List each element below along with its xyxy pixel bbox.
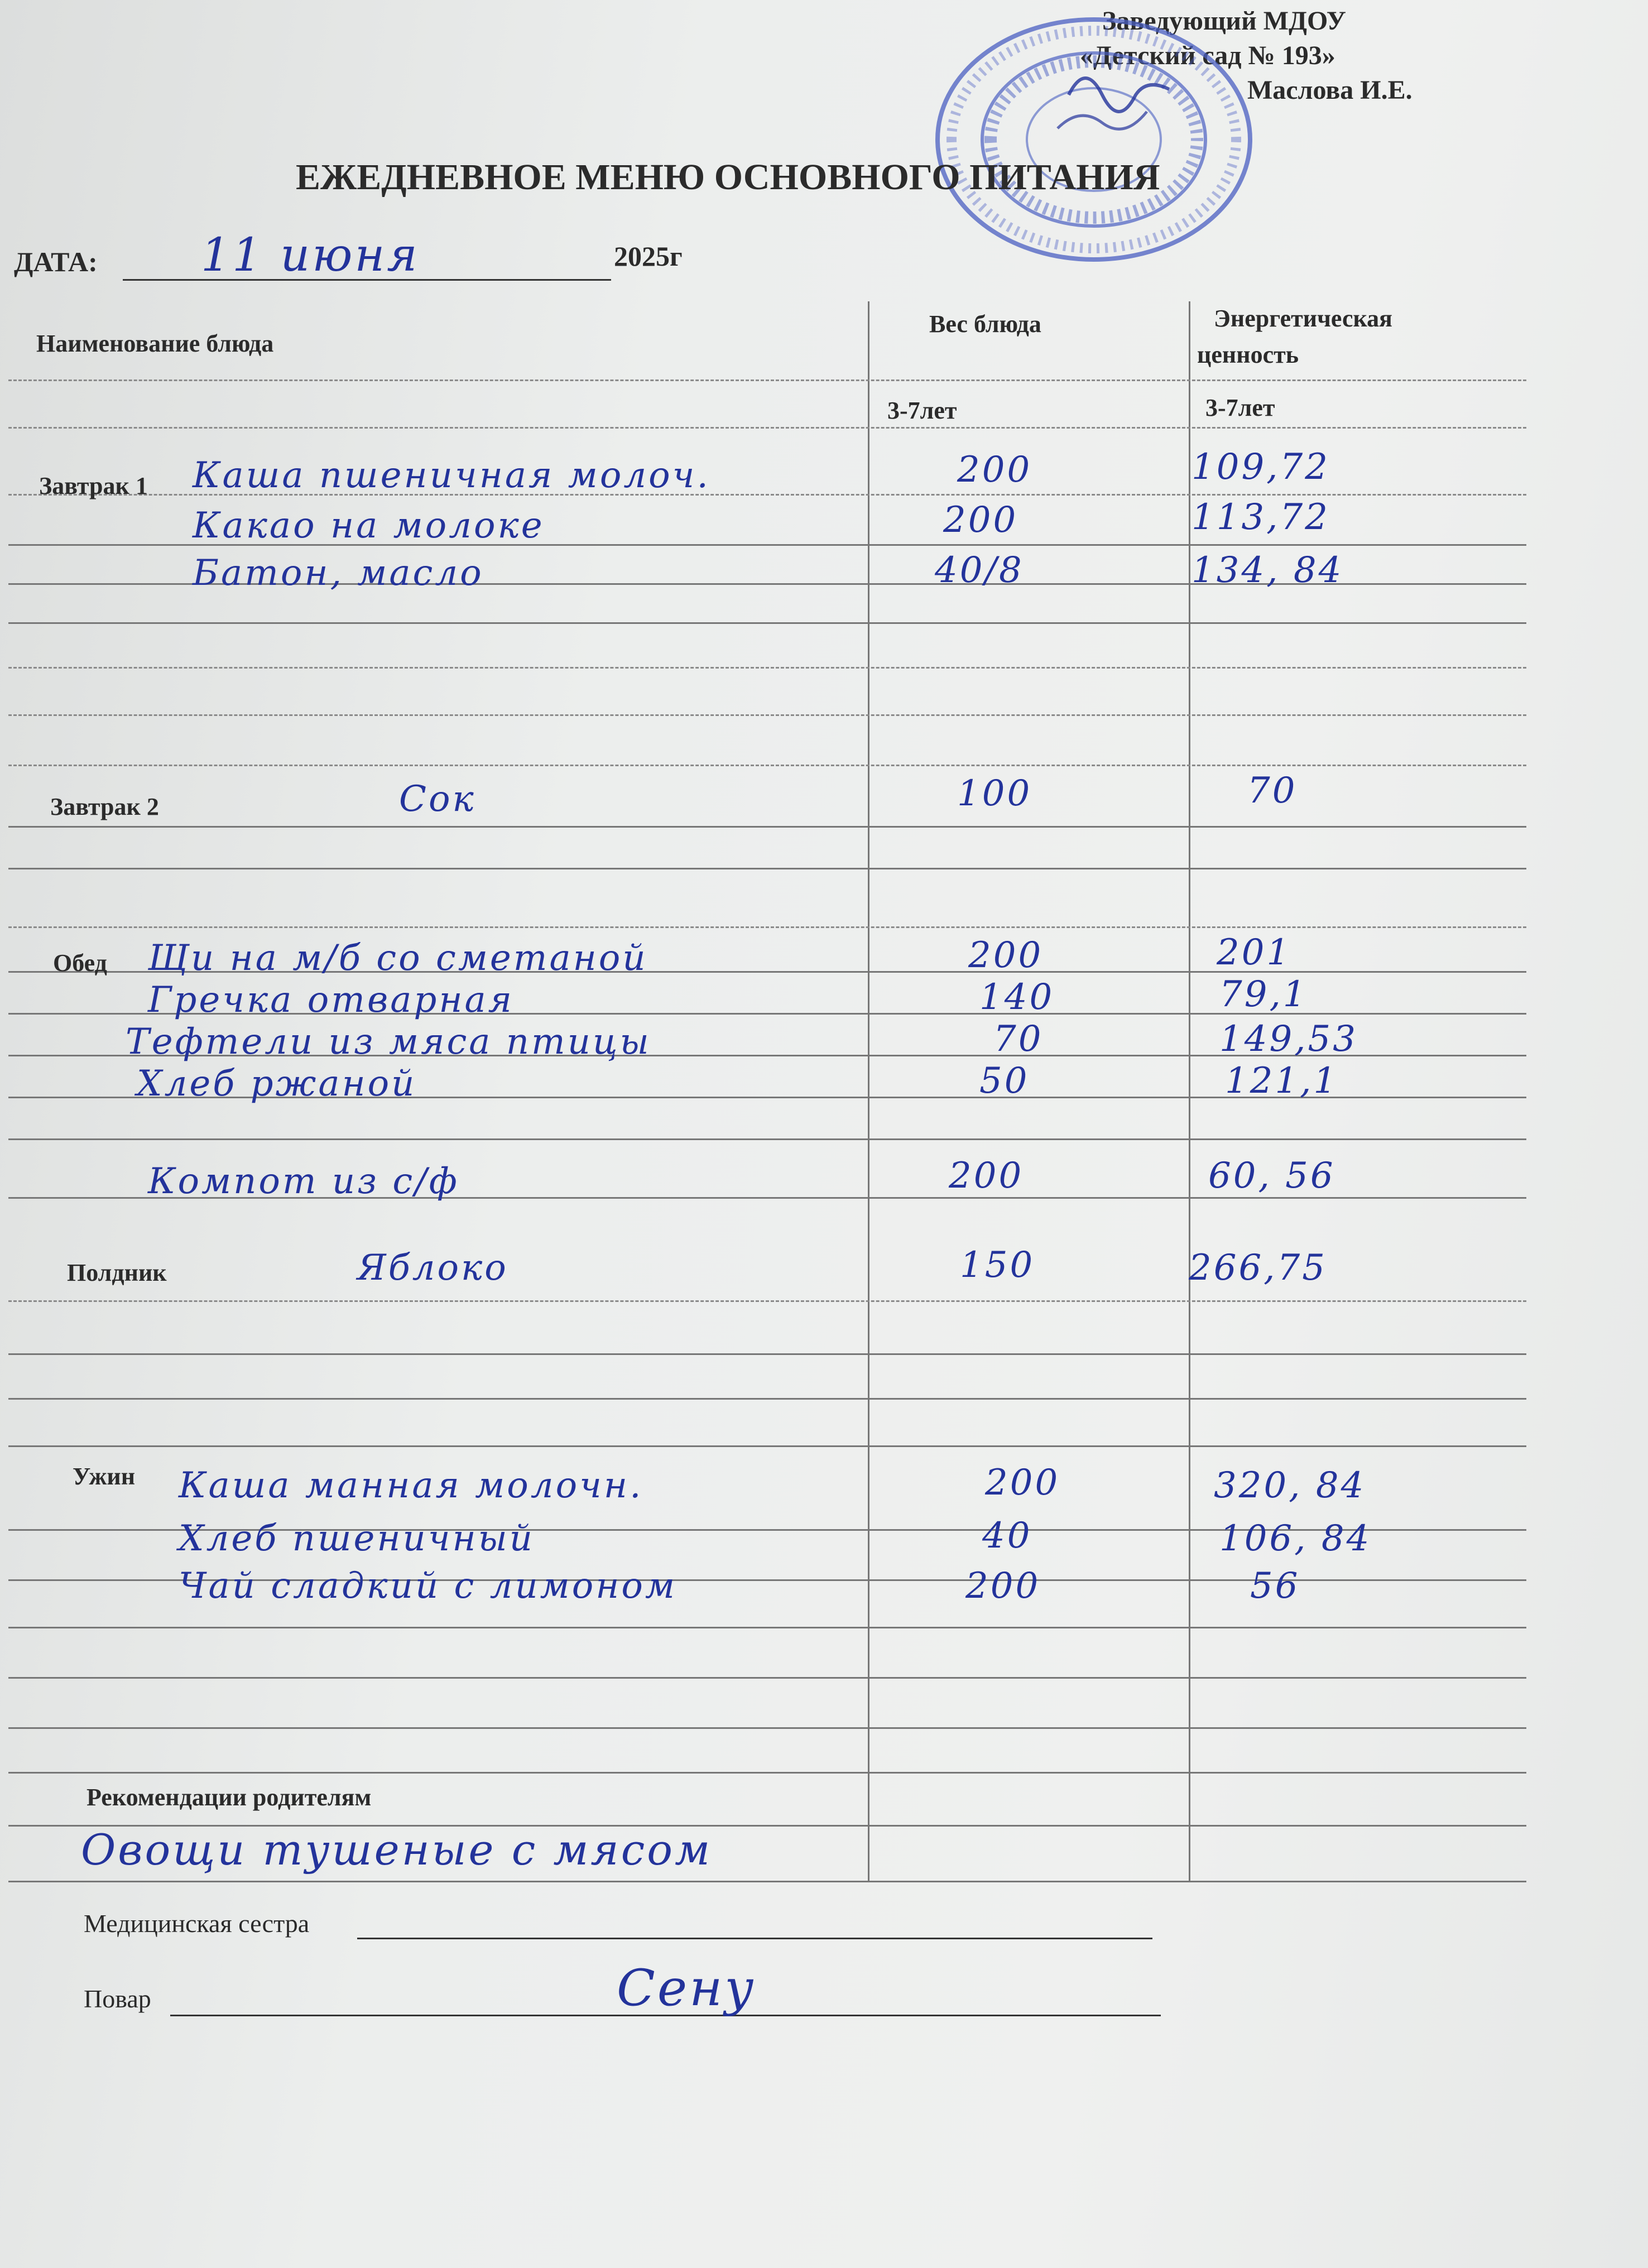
row-divider bbox=[8, 1300, 1526, 1302]
row-divider bbox=[8, 714, 1526, 716]
dish-weight: 200 bbox=[949, 1155, 1024, 1197]
row-divider bbox=[8, 926, 1526, 928]
row-divider bbox=[8, 868, 1526, 869]
dish-weight: 200 bbox=[957, 449, 1032, 491]
dish-weight: 200 bbox=[943, 499, 1018, 541]
dish-weight: 40/8 bbox=[935, 550, 1024, 591]
column-header-energy-line2: ценность bbox=[1197, 341, 1299, 368]
approval-organization: «Детский сад № 193» bbox=[1080, 41, 1335, 70]
dish-name: Какао на молоке bbox=[193, 505, 545, 546]
dish-name: Яблоко bbox=[357, 1247, 508, 1289]
dish-name: Хлеб ржаной bbox=[137, 1063, 417, 1104]
dish-name: Тефтели из мяса птицы bbox=[126, 1021, 651, 1063]
column-divider bbox=[1189, 301, 1190, 1881]
dish-energy: 201 bbox=[1217, 932, 1292, 973]
dish-name: Щи на м/б со сметаной bbox=[148, 938, 648, 979]
dish-energy: 113,72 bbox=[1191, 497, 1330, 538]
column-header-weight: Вес блюда bbox=[929, 310, 1041, 338]
dish-name: Батон, масло bbox=[193, 552, 484, 594]
dish-name: Сок bbox=[399, 779, 476, 820]
meal-label-dinner: Ужин bbox=[73, 1463, 136, 1490]
row-divider bbox=[8, 379, 1526, 381]
date-label: ДАТА: bbox=[14, 246, 98, 277]
dish-name: Компот из с/ф bbox=[148, 1161, 459, 1202]
age-header-weight: 3-7лет bbox=[887, 397, 957, 424]
row-divider bbox=[8, 1677, 1526, 1679]
dish-energy: 134, 84 bbox=[1191, 550, 1344, 591]
dish-name: Каша пшеничная молоч. bbox=[193, 455, 710, 496]
dish-weight: 200 bbox=[985, 1462, 1060, 1503]
row-divider bbox=[8, 427, 1526, 429]
dish-weight: 200 bbox=[965, 1565, 1041, 1607]
dish-weight: 150 bbox=[960, 1244, 1035, 1286]
dish-weight: 100 bbox=[957, 773, 1032, 814]
dish-energy: 320, 84 bbox=[1214, 1465, 1366, 1506]
column-header-energy-line1: Энергетическая bbox=[1214, 305, 1392, 332]
row-divider bbox=[8, 1772, 1526, 1774]
nurse-signature-line bbox=[357, 1938, 1152, 1939]
nurse-label: Медицинская сестра bbox=[84, 1909, 310, 1938]
dish-weight: 70 bbox=[993, 1018, 1044, 1060]
row-divider bbox=[8, 1353, 1526, 1355]
row-divider bbox=[8, 826, 1526, 828]
meal-label-snack: Полдник bbox=[67, 1259, 167, 1286]
cook-signature: Сену bbox=[617, 1959, 756, 2017]
dish-name: Хлеб пшеничный bbox=[179, 1518, 535, 1559]
dish-energy: 149,53 bbox=[1219, 1018, 1358, 1060]
row-divider bbox=[8, 1627, 1526, 1628]
row-divider bbox=[8, 1398, 1526, 1400]
dish-weight: 200 bbox=[968, 935, 1044, 976]
dish-energy: 79,1 bbox=[1219, 974, 1308, 1015]
dish-energy: 70 bbox=[1247, 770, 1298, 811]
date-value: 11 июня bbox=[201, 229, 420, 282]
dish-name: Чай сладкий с лимоном bbox=[179, 1565, 677, 1607]
dish-energy: 121,1 bbox=[1225, 1060, 1339, 1102]
row-divider bbox=[8, 1445, 1526, 1447]
meal-label-breakfast1: Завтрак 1 bbox=[39, 472, 148, 499]
cook-label: Повар bbox=[84, 1984, 151, 2013]
page-title: ЕЖЕДНЕВНОЕ МЕНЮ ОСНОВНОГО ПИТАНИЯ bbox=[296, 157, 1160, 198]
meal-label-lunch: Обед bbox=[53, 949, 107, 977]
dish-weight: 40 bbox=[982, 1515, 1032, 1556]
dish-name: Каша манная молочн. bbox=[179, 1465, 643, 1506]
approval-head-name: Маслова И.Е. bbox=[1247, 75, 1412, 105]
date-underline bbox=[123, 279, 611, 281]
row-divider bbox=[8, 622, 1526, 624]
recommendations-label: Рекомендации родителям bbox=[87, 1784, 372, 1811]
dish-name: Гречка отварная bbox=[148, 979, 515, 1021]
row-divider bbox=[8, 765, 1526, 766]
date-year: 2025г bbox=[614, 241, 683, 272]
dish-weight: 50 bbox=[979, 1060, 1030, 1102]
age-header-energy: 3-7лет bbox=[1205, 394, 1275, 421]
approval-position: Заведующий МДОУ bbox=[1102, 6, 1346, 36]
dish-energy: 109,72 bbox=[1191, 446, 1330, 488]
dish-energy: 60, 56 bbox=[1208, 1155, 1335, 1197]
column-header-name: Наименование блюда bbox=[36, 330, 274, 357]
round-seal-icon bbox=[929, 11, 1258, 268]
row-divider bbox=[8, 1727, 1526, 1729]
dish-energy: 266,75 bbox=[1189, 1247, 1327, 1289]
row-divider bbox=[8, 1138, 1526, 1140]
row-divider bbox=[8, 1881, 1526, 1882]
column-divider bbox=[868, 301, 869, 1881]
dish-energy: 106, 84 bbox=[1219, 1518, 1372, 1559]
recommendations-text: Овощи тушеные с мясом bbox=[81, 1825, 713, 1875]
meal-label-breakfast2: Завтрак 2 bbox=[50, 793, 159, 820]
dish-energy: 56 bbox=[1250, 1565, 1300, 1607]
dish-weight: 140 bbox=[979, 977, 1055, 1018]
row-divider bbox=[8, 667, 1526, 669]
